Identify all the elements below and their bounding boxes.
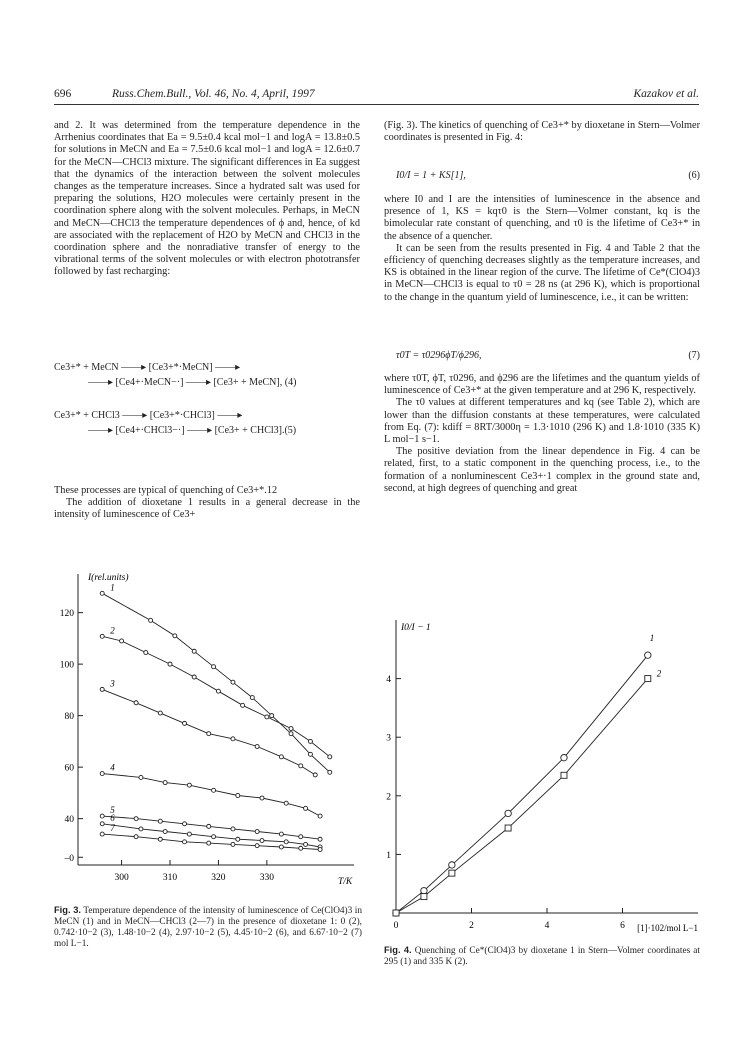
- fig3-series-4-label: 4: [110, 762, 115, 773]
- equation-7-number: (7): [688, 350, 700, 361]
- fig3-point: [100, 591, 104, 595]
- reaction-4-line1: Ce3+* + MeCN ——▸ [Ce3+*·MeCN] ——▸: [54, 362, 241, 373]
- fig3-point: [299, 846, 303, 850]
- fig3-point: [183, 721, 187, 725]
- left-column-text: [54, 120, 360, 279]
- fig3-point: [313, 773, 317, 777]
- fig3-point: [173, 634, 177, 638]
- right-column-text-3: [384, 373, 700, 495]
- right-paragraph-6: The positive deviation from the linear dependence in Fig. 4 can be related, first, to a static component in the quenching process, i.e., to the formation of a nonluminescent Ce3+·1 complex in the ground state and, second, at high degrees of quenching and great: [384, 446, 700, 494]
- fig3-point: [231, 827, 235, 831]
- fig3-point: [163, 781, 167, 785]
- fig3-caption: Temperature dependence of the intensity of luminescence of Ce(ClO4)3 in MeCN (1) and in MeCN—CHCl3 (2—7) in the presence of dioxetane 1: 0 (2), 0.742·10−2 (3), 1.48·10−2 (4), 2.97·10−2 (5), 4.45·10−2 (6), and 6.67·10−2 (7) mol L−1.: [54, 906, 363, 949]
- fig3-point: [100, 814, 104, 818]
- fig4-point-square: [505, 825, 511, 831]
- fig3-point: [279, 755, 283, 759]
- fig4-point-circle: [645, 652, 651, 658]
- fig3-point: [250, 696, 254, 700]
- fig3-point: [134, 817, 138, 821]
- equation-6-body: I0/I = 1 + KS[1],: [396, 170, 466, 181]
- fig4-point-square: [449, 870, 455, 876]
- equation-7: [384, 350, 700, 364]
- fig3-point: [158, 837, 162, 841]
- fig3-series-6-label: 6: [110, 812, 115, 823]
- left-paragraph-3: The addition of dioxetane 1 results in a general decrease in the intensity of luminescence of Ce3+: [54, 497, 360, 521]
- fig3-point: [289, 732, 293, 736]
- fig3-point: [304, 842, 308, 846]
- fig3-point: [255, 830, 259, 834]
- right-column-text-2: [384, 194, 700, 304]
- fig3-point: [318, 814, 322, 818]
- fig3-y-tick-label: –0: [64, 853, 74, 864]
- fig3-point: [187, 783, 191, 787]
- fig3-point: [212, 665, 216, 669]
- fig3-series-3-label: 3: [110, 678, 115, 689]
- fig4-series-2-line: [396, 679, 648, 913]
- fig3-x-tick-label: 310: [162, 873, 178, 883]
- fig4-point-square: [645, 676, 651, 682]
- fig3-series-1-line: [102, 593, 330, 772]
- fig4-point-circle: [561, 755, 567, 761]
- fig3-point: [289, 727, 293, 731]
- fig3-point: [308, 752, 312, 756]
- fig3-point: [279, 845, 283, 849]
- fig4-x-tick-label: 6: [620, 921, 625, 931]
- fig4-caption-label: Fig. 4.: [384, 945, 412, 955]
- reaction-5-line1: Ce3+* + CHCl3 ——▸ [Ce3+*·CHCl3] ——▸: [54, 410, 243, 421]
- fig3-point: [299, 764, 303, 768]
- fig3-point: [279, 832, 283, 836]
- reaction-5-line2: ——▸ [Ce4+·CHCl3−·] ——▸ [Ce3+ + CHCl3].(5): [88, 425, 297, 436]
- right-paragraph-3: It can be seen from the results presented in Fig. 4 and Table 2 that the efficiency of quenching decreases slightly as the temperature increases, and KS is obtained in the linear region of the curve. The lifetime of Ce*(ClO4)3 in MeCN—CHCl3 is equal to τ0 = 28 ns (at 296 K), which is proportional to the change in the quantum yield of luminescence, i.e., it can be written:: [384, 242, 700, 303]
- equation-7-body: τ0T = τ0296ϕT/ϕ296,: [396, 350, 482, 361]
- fig3-point: [328, 755, 332, 759]
- fig4-y-tick-label: 1: [386, 850, 391, 861]
- fig3-point: [134, 835, 138, 839]
- fig3-point: [236, 837, 240, 841]
- running-header: [54, 88, 699, 104]
- header-rule: [54, 104, 699, 105]
- fig4-point-square: [393, 910, 399, 916]
- fig3-y-tick-label: 40: [64, 815, 74, 826]
- fig4-point-square: [421, 894, 427, 900]
- reaction-4-line2: ——▸ [Ce4+·MeCN−·] ——▸ [Ce3+ + MeCN], (4): [88, 377, 297, 388]
- left-column-text-2: [54, 485, 360, 522]
- fig3-point: [260, 839, 264, 843]
- reactions-block: [54, 362, 360, 452]
- fig3-point: [207, 824, 211, 828]
- fig3-point: [231, 737, 235, 741]
- fig3-point: [318, 837, 322, 841]
- fig3-point: [284, 840, 288, 844]
- fig4-point-square: [561, 772, 567, 778]
- fig3-point: [100, 687, 104, 691]
- page-number: 696: [54, 88, 72, 100]
- fig3-point: [183, 840, 187, 844]
- fig3-point: [212, 835, 216, 839]
- fig3-caption-label: Fig. 3.: [54, 905, 82, 915]
- fig3-point: [216, 689, 220, 693]
- fig4-caption-block: [384, 945, 700, 968]
- running-authors: Kazakov et al.: [633, 88, 699, 100]
- fig4-series-1-line: [396, 655, 648, 913]
- fig3-point: [192, 675, 196, 679]
- fig4-y-tick-label: 3: [386, 733, 391, 744]
- fig3-point: [187, 832, 191, 836]
- fig3-point: [241, 703, 245, 707]
- fig3-point: [236, 793, 240, 797]
- fig4-point-circle: [505, 810, 511, 816]
- fig4-x-tick-label: 2: [469, 921, 474, 931]
- fig3-point: [212, 788, 216, 792]
- left-paragraph-1: and 2. It was determined from the temperature dependence in the Arrhenius coordinates that Ea = 9.5±0.4 kcal mol−1 and logA = 13.8±0.5 for solutions in MeCN and Ea = 7.5±0.6 kcal mol−1 and logA = 12.6±0.7 for the MeCN—CHCl3 mixture. The significant differences in Ea suggest that the dynamics of the interaction between the solvent molecules changes as the temperature increases. Since a hydrated salt was used for preparing the solutions, H2O molecules were certainly present in the coordination sphere along with the solvent molecules. Perhaps, in MeCN and MeCN—CHCl3 the temperature dependences of ϕ and, hence, of kd are associated with the replacement of H2O by MeCN and CHCl3 in the coordination sphere and the nonradiative transfer of energy to the vibrational terms of the solvent molecules or with electron phototransfer followed by fast recharging:: [54, 120, 360, 278]
- right-paragraph-1: (Fig. 3). The kinetics of quenching of Ce3+* by dioxetane in Stern—Volmer coordinates is presented in Fig. 4:: [384, 120, 700, 144]
- fig3-point: [270, 714, 274, 718]
- fig4-series-1-label: 1: [649, 633, 655, 644]
- right-paragraph-4: where τ0T, ϕT, τ0296, and ϕ296 are the lifetimes and the quantum yields of luminescence of Ce3+* at the given temperature and at 296 K, respectively.: [384, 373, 700, 397]
- fig3-point: [139, 775, 143, 779]
- right-column-text: [384, 120, 700, 144]
- fig4-chart: [368, 608, 703, 938]
- fig3-point: [207, 841, 211, 845]
- fig3-series-4-line: [102, 774, 320, 817]
- fig3-point: [100, 634, 104, 638]
- fig3-series-1-label: 1: [110, 582, 115, 593]
- right-paragraph-5: The τ0 values at different temperatures and kq (see Table 2), which are lower than the diffusion constants at these temperatures, were calculated from Eq. (7): kdiff = 8RT/3000η = 1.3·1010 (296 K) and 1.8·1010 (335 K) L mol−1 s−1.: [384, 397, 700, 446]
- fig3-point: [149, 618, 153, 622]
- fig4-y-tick-label: 4: [386, 675, 391, 686]
- fig3-point: [192, 649, 196, 653]
- fig3-point: [255, 844, 259, 848]
- fig3-x-tick-label: 330: [259, 873, 274, 883]
- fig3-point: [328, 770, 332, 774]
- fig3-point: [265, 715, 269, 719]
- fig4-x-tick-label: 4: [544, 921, 550, 931]
- fig3-point: [255, 745, 259, 749]
- fig3-point: [100, 832, 104, 836]
- fig3-point: [100, 822, 104, 826]
- fig3-point: [308, 739, 312, 743]
- left-paragraph-2: These processes are typical of quenching of Ce3+*.12: [54, 485, 278, 496]
- fig3-chart: [54, 560, 364, 902]
- fig3-series-5-label: 5: [110, 805, 115, 816]
- fig3-point: [304, 806, 308, 810]
- fig3-y-tick-label: 80: [64, 712, 74, 723]
- fig3-point: [299, 835, 303, 839]
- fig3-x-tick-label: 320: [211, 873, 226, 883]
- fig4-point-circle: [449, 862, 455, 868]
- fig3-point: [100, 772, 104, 776]
- fig3-y-tick-label: 100: [59, 660, 74, 671]
- fig3-y-tick-label: 120: [59, 609, 74, 620]
- fig4-x-tick-label: 0: [393, 921, 399, 931]
- fig3-y-tick-label: 60: [64, 763, 74, 774]
- fig3-point: [183, 822, 187, 826]
- fig3-series-2-label: 2: [110, 625, 115, 636]
- fig4-series-2-label: 2: [656, 668, 662, 679]
- fig3-point: [163, 830, 167, 834]
- equation-6: [384, 170, 700, 184]
- fig4-y-label: I0/I − 1: [401, 623, 431, 633]
- fig3-point: [207, 732, 211, 736]
- fig3-point: [168, 662, 172, 666]
- fig3-point: [139, 827, 143, 831]
- fig3-point: [158, 711, 162, 715]
- fig4-caption: Quenching of Ce*(ClO4)3 by dioxetane 1 in Stern—Volmer coordinates at 295 (1) and 335 K (2).: [384, 946, 700, 967]
- right-paragraph-2: where I0 and I are the intensities of luminescence in the absence and presence of 1, KS = kqτ0 is the Stern—Volmer constant, kq is the bimolecular rate constant of quenching, and τ0 is the lifetime of Ce3+* in the absence of a quencher.: [384, 194, 700, 242]
- fig3-point: [158, 819, 162, 823]
- fig3-point: [231, 680, 235, 684]
- fig4-x-label: [1]·102/mol L−1: [637, 923, 698, 933]
- fig3-point: [284, 801, 288, 805]
- fig3-point: [120, 639, 124, 643]
- equation-6-number: (6): [688, 170, 700, 181]
- fig3-point: [231, 842, 235, 846]
- fig3-point: [318, 848, 322, 852]
- fig3-series-7-label: 7: [110, 823, 115, 834]
- fig4-point-circle: [421, 888, 427, 894]
- fig4-y-tick-label: 2: [386, 792, 391, 803]
- fig3-point: [144, 651, 148, 655]
- journal-reference: Russ.Chem.Bull., Vol. 46, No. 4, April, 1997: [112, 88, 315, 100]
- fig3-x-tick-label: 300: [114, 873, 129, 883]
- fig3-caption-block: [54, 905, 362, 950]
- fig3-x-label: T/K: [338, 877, 353, 887]
- fig3-point: [134, 701, 138, 705]
- fig3-point: [260, 796, 264, 800]
- fig3-y-label: I(rel.units): [88, 573, 129, 583]
